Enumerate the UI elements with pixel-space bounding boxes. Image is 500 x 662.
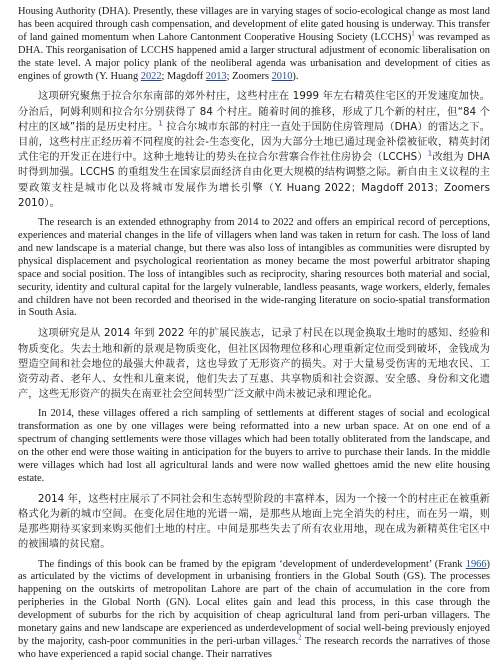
chinese-paragraph (18, 89, 490, 211)
english-paragraph (18, 559, 490, 662)
text-run: In 2014, these villages offered a rich sampling of settlements at different stages of social and ecological transformation as one by one villages were being reformatted into a new urban space. At on one end of a spectrum of changing settlements were those villages which had been totally obliterated from the landscape, and on the other end were those waiting in anticipation for the buyers to arrive to purchase their lands. In the middle were villages which had lost all agricultural lands and were now walled ghettoes amid the new elite housing estate. (18, 408, 490, 484)
english-paragraph (18, 408, 490, 485)
text-run: 这项研究是从 2014 年到 2022 年的扩展民族志，记录了村民在以现金换取土地时的感知、经验和物质变化。失去土地和新的景观是物质变化，但社区因物理位移和心理重新定位而受到破坏，金钱成为塑造空间和社会地位的最强大仲裁者，这也导致了无形资产的损失。对于大量易受伤害的无地农民、工资劳动者、老年人、女性和儿童来说，他们失去了互惠、共享物质和社会资源、安全感、身份和文化遗产，这些无形资产的损失在南亚社会空间转型广泛文献中尚未被记录和理论化。 (18, 328, 490, 401)
citation-link[interactable]: 2022 (140, 70, 162, 82)
text-run: was revamped as DHA. This reorganisation of LCCHS happened amid a larger structural adjustment of economic liberalisation on the state level. A major policy plank of the neoliberal agenda was urbanisation and development of cities as engines of growth (Y. Huang (18, 31, 491, 82)
text-run: The research is an extended ethnography from 2014 to 2022 and offers an empirical record of perceptions, experiences and material changes in the life of villagers when land was taken in return for cash. The loss of land and new landscape is a material change, but there was also loss of intangibles as communities were disrupted by physical displacement and psychological reorientation as money became the most powerful arbitrator shaping space and social position. The loss of intangibles such as reciprocity, sharing resources both material and social, security, identity and cultural capital for the largely vulnerable, landless peasants, wage workers, elderly, females and children have not been recorded and theorised in the wide-ranging literature on socio-spatial transformation in South Asia. (18, 217, 490, 319)
text-run: ). (292, 70, 299, 82)
chinese-paragraph (18, 492, 490, 553)
text-run: The research records the narratives of those who have experienced a rapid social change. Their narratives (18, 636, 490, 660)
footnote-marker[interactable]: 1 (411, 29, 415, 38)
text-run: 这项研究聚焦于拉合尔东南部的郊外村庄，这些村庄在 1999 年左右精英住宅区的开发速度加快。分治后，阿姆利则和拉合尔分别获得了 84 个村庄。随着时间的推移，形成了几个新的村庄，但“84 个村庄的区域”指的是历史村庄。 (18, 91, 490, 133)
text-run: 2014 年，这些村庄展示了不同社会和生态转型阶段的丰富样本，因为一个接一个的村庄正在被重新格式化为新的城市空间。在变化居住地的光谱一端，是那些从地面上完全消失的村庄，而在另一端，则是那些期待买家到来购买他们土地的村庄。中间是那些失去了所有农业用地，现在成为新精英住宅区中的被围墙的贫民窟。 (18, 493, 490, 551)
text-run: Housing Authority (DHA). Presently, these villages are in varying stages of socio-ecological change as most land has been acquired through cash compensation, and development of elite gated housing is underway. This transfer of land gained momentum when Lahore Cantonment Cooperative Housing Society (LCCHS) (18, 6, 490, 43)
text-run: 改组为 DHA 时得到加强。LCCHS 的重组发生在国家层面经济自由化更大规模的结构调整之际。新自由主义议程的主要政策支柱是城市化以及将城市发展作为增长引擎（Y. Huang 2022；Magdoff 2013；Zoomers 2010）。 (18, 152, 490, 209)
footnote-marker[interactable]: 1 (427, 149, 433, 158)
citation-link[interactable]: 2010 (271, 70, 293, 82)
text-run: ; Magdoff (161, 70, 206, 82)
citation-link[interactable]: 1966 (465, 558, 487, 570)
english-paragraph (18, 6, 490, 83)
citation-link[interactable]: 2013 (205, 70, 227, 82)
text-run: 拉合尔城市东部的村庄一直处于国防住房管理局（DHA）的雷达之下。目前，这些村庄正经历着不同程度的社会-生态变化，因为大部分土地已通过现金补偿被征收，精英封闭式住宅的开发正在进行中。这种土地转让的势头在拉合尔营寨合作社住房协会（LCCHS） (18, 121, 490, 164)
text-run: The findings of this book can be framed by the epigram ‘development of underdevelopment’ (Frank (38, 558, 466, 570)
footnote-marker[interactable]: 1 (158, 119, 163, 128)
text-run: ) as articulated by the victims of development in urbanising frontiers in the Global South (GS). The processes happening on the outskirts of metropolitan Lahore are part of the chain of accumulation in the core from peripheries in the Global North (GN). Local elites gain and lead this process, in this case through the development of suburbs for the rich by acquisition of cheap agricultural land from peri-urban villagers. The monetary gains and new landscape are experienced as underdevelopment of social well-being previously enjoyed by the majority, cash-poor communities in the peri-urban villages. (18, 558, 490, 648)
english-paragraph (18, 217, 490, 320)
chinese-paragraph (18, 326, 490, 402)
text-run: ; Zoomers (226, 70, 272, 82)
footnote-marker[interactable]: 2 (298, 633, 302, 642)
